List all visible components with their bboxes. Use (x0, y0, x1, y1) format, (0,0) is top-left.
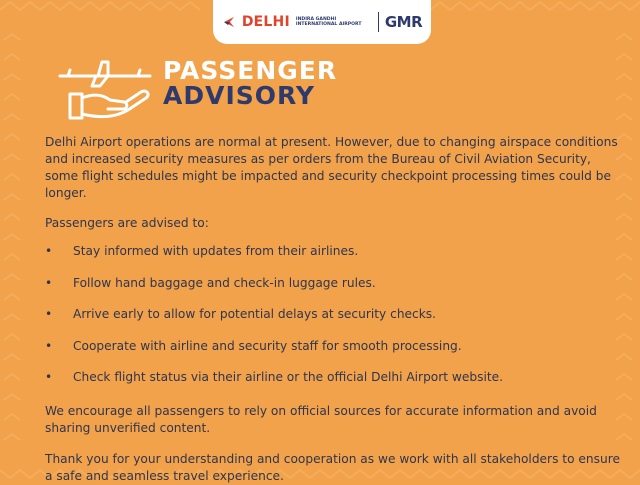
bullet-icon: • (45, 370, 53, 384)
bullet-icon: • (45, 338, 53, 353)
list-item-text: Follow hand baggage and check-in luggage rules. (73, 275, 376, 290)
encourage-paragraph: We encourage all passengers to rely on official sources for accurate information and avoid sharing unverified content. (45, 403, 597, 435)
bullet-icon: • (45, 307, 53, 321)
list-item (45, 338, 625, 370)
list-item (45, 306, 625, 338)
list-item-text: Stay informed with updates from their airlines. (73, 244, 359, 258)
gmr-wordmark: GMR (384, 13, 423, 31)
list-item (45, 369, 625, 401)
advised-heading: Passengers are advised to: (45, 216, 209, 230)
list-item-text: Cooperate with airline and security staff for smooth processing. (73, 338, 462, 353)
bullet-icon: • (45, 244, 53, 258)
advice-list (45, 243, 625, 401)
page-title (163, 58, 337, 108)
title-line-passenger: PASSENGER (163, 56, 338, 85)
delhi-wordmark: DELHI (241, 14, 290, 30)
thanks-paragraph: Thank you for your understanding and cooperation as we work with all stakeholders to ensure a safe and seamless travel experience. (45, 451, 620, 483)
advisory-body (45, 134, 625, 485)
bullet-icon: • (45, 275, 53, 290)
title-line-advisory: ADVISORY (163, 81, 315, 110)
list-item-text: Check flight status via their airline or the official Delhi Airport website. (73, 370, 504, 384)
list-item (45, 243, 625, 275)
airport-logo-bar (213, 0, 431, 44)
intro-paragraph: Delhi Airport operations are normal at present. However, due to changing airspace conditions and increased security measures as per orders from the Bureau of Civil Aviation Security, some flight schedules might be impacted and security checkpoint processing times could be longer. (45, 135, 618, 200)
list-item-text: Arrive early to allow for potential delays at security checks. (73, 307, 437, 321)
airport-name: INDIRA GANDHI INTERNATIONAL AIRPORT (295, 16, 362, 27)
logo-divider (378, 12, 379, 32)
delhi-airport-logo-icon (222, 15, 236, 29)
list-item (45, 275, 625, 307)
hand-holding-airplane-icon (52, 58, 158, 124)
gmr-logo (385, 13, 422, 31)
